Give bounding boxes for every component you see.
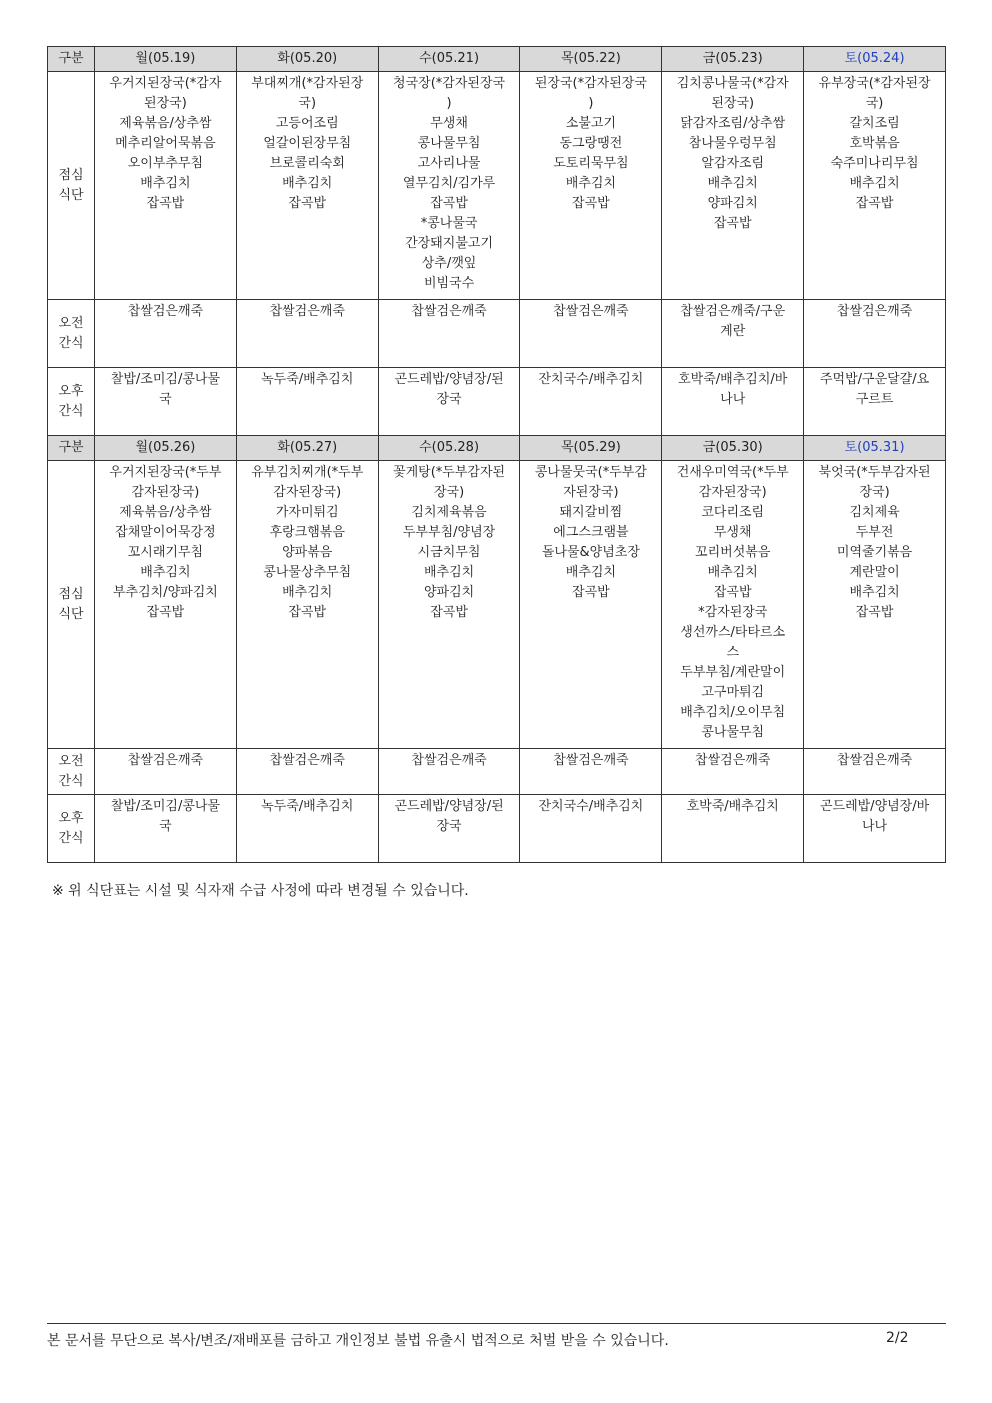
pm-snack-cell [520,795,662,863]
menu-item: 김치콩나물국(*감자 [676,76,789,91]
menu-item: 소불고기 [565,116,617,131]
menu-item: 감자된장국) [131,485,200,500]
pm-snack-cell [804,795,946,863]
menu-item: 감자된장국) [698,485,767,500]
am-snack-cell [520,749,662,795]
menu-item: 나나 [720,392,746,407]
day-header: 토(05.31) [804,436,946,461]
day-header: 화(05.27) [236,436,378,461]
menu-item: ) [446,96,452,111]
menu-item: 유부김치찌개(*두부 [251,465,364,480]
am-snack-label-text: 간식 [58,335,84,351]
footer-divider [47,1323,946,1324]
pm-snack-label-text: 간식 [58,403,84,419]
am-snack-row [48,300,946,368]
lunch-cell [520,461,662,749]
pm-snack-label-text: 오후 [58,810,84,826]
menu-item: 곤드레밥/양념장/된 [394,799,504,814]
day-header: 금(05.23) [662,47,804,72]
menu-item: 후랑크햄볶음 [269,525,345,540]
menu-item: *감자된장국 [698,605,768,620]
menu-item: 찹쌀검은깨죽 [127,753,204,768]
menu-item: 장국) [433,485,465,500]
menu-item: 두부부침/양념장 [402,525,496,540]
menu-item: 호박볶음 [849,136,900,151]
pm-snack-cell [95,795,237,863]
day-header: 목(05.22) [520,47,662,72]
menu-item: 비빔국수 [423,276,475,291]
menu-item: 잡곡밥 [288,196,327,211]
menu-item: ) [588,96,594,111]
menu-item: 장국 [436,392,462,407]
am-snack-cell [236,300,378,368]
am-snack-cell [95,300,237,368]
menu-item: 꼬시래기무침 [127,545,204,560]
menu-item: 고사리나물 [417,156,481,171]
am-snack-cell [804,300,946,368]
menu-item: 잡곡밥 [288,605,327,620]
menu-item: 돌나물&양념초장 [541,545,640,560]
day-header: 토(05.24) [804,47,946,72]
header-label: 구분 [48,47,95,72]
menu-item: 호박죽/배추김치/바 [678,372,788,387]
menu-item: 간장돼지불고기 [405,236,494,251]
menu-item: 주먹밥/구운달걀/요 [819,372,930,387]
lunch-cell [236,461,378,749]
menu-item: 찹쌀검은깨죽 [269,753,345,768]
menu-item: 양파김치 [707,196,758,211]
menu-item: 녹두죽/배추김치 [261,372,354,387]
menu-item: 나나 [862,819,888,834]
lunch-label [48,461,95,749]
menu-item: 도토리묵무침 [553,156,629,171]
menu-item: 잡곡밥 [146,196,185,211]
day-header-row [48,436,946,461]
am-snack-cell [95,749,237,795]
menu-item: 두부전 [855,525,894,540]
menu-item: 녹두죽/배추김치 [261,799,354,814]
menu-item: 양파볶음 [282,545,333,560]
lunch-cell [95,461,237,749]
day-header: 수(05.21) [378,47,520,72]
menu-item: 된장국) [711,96,755,111]
menu-item: 국) [865,96,884,111]
menu-item: 시금치무침 [417,545,481,560]
menu-item: 무생채 [713,525,752,540]
menu-item: 찰밥/조미김/콩나물 [110,799,221,814]
menu-item: 콩나물무침 [417,136,481,151]
am-snack-label-text: 오전 [58,753,84,769]
menu-item: 코다리조림 [701,505,765,520]
lunch-cell [804,461,946,749]
menu-item: 배추김치 [423,565,475,580]
page-number: 2/2 [886,1330,909,1346]
menu-item: 찹쌀검은깨죽 [411,304,487,319]
menu-item: 구르트 [855,392,894,407]
menu-item: 두부부침/계란말이 [680,665,786,680]
menu-item: 콩나물무침 [701,725,765,740]
lunch-row [48,72,946,300]
pm-snack-cell [662,795,804,863]
menu-item: 찹쌀검은깨죽/구운 [680,304,786,319]
menu-item: 갈치조림 [849,116,900,131]
lunch-label [48,72,95,300]
lunch-row [48,461,946,749]
lunch-cell [804,72,946,300]
menu-item: 잡곡밥 [572,585,610,600]
am-snack-row [48,749,946,795]
am-snack-label [48,749,95,795]
menu-item: 잔치국수/배추김치 [538,372,644,387]
menu-item: 우거지된장국(*두부 [109,465,222,480]
menu-item: 얼갈이된장무침 [263,136,352,151]
menu-item: 닭감자조림/상추쌈 [680,116,786,131]
menu-item: 국 [159,819,172,834]
menu-item: 부추김치/양파김치 [112,585,218,600]
pm-snack-cell [520,368,662,436]
menu-item: 유부장국(*감자된장 [818,76,931,91]
menu-item: 배추김치 [707,565,758,580]
menu-item: 찰밥/조미김/콩나물 [110,372,221,387]
menu-item: 국) [298,96,317,111]
menu-item: 잡곡밥 [855,196,894,211]
am-snack-cell [662,749,804,795]
day-header: 화(05.20) [236,47,378,72]
menu-item: 찹쌀검은깨죽 [836,753,913,768]
menu-item: 호박죽/배추김치 [686,799,779,814]
menu-item: 배추김치/오이무침 [680,705,786,720]
footer-copyright: 본 문서를 무단으로 복사/변조/재배포를 금하고 개인정보 불법 유출시 법적으로 처벌 받을 수 있습니다. [47,1333,669,1349]
menu-item: 양파김치 [423,585,475,600]
am-snack-cell [378,300,520,368]
lunch-label-text: 식단 [58,187,84,203]
pm-snack-cell [95,368,237,436]
menu-item: 찹쌀검은깨죽 [127,304,204,319]
day-header: 월(05.19) [95,47,237,72]
menu-item: 고등어조림 [275,116,339,131]
menu-item: 찹쌀검은깨죽 [553,304,629,319]
menu-item: *콩나물국 [420,216,478,231]
am-snack-cell [378,749,520,795]
lunch-label-text: 식단 [58,606,84,622]
menu-item: 브로콜리숙회 [269,156,345,171]
meal-plan-table [47,46,946,863]
menu-item: 배추김치 [565,176,617,191]
menu-item: 알감자조림 [701,156,765,171]
am-snack-label-text: 간식 [58,773,84,789]
menu-item: 생선까스/타타르소 [680,625,786,640]
menu-item: 곤드레밥/양념장/바 [819,799,930,814]
menu-item: 잡곡밥 [713,216,752,231]
am-snack-cell [804,749,946,795]
menu-item: 잔치국수/배추김치 [538,799,644,814]
menu-item: 부대찌개(*감자된장 [251,76,364,91]
menu-item: 꼬리버섯볶음 [695,545,771,560]
menu-item: 고구마튀김 [701,685,765,700]
lunch-label-text: 점심 [58,167,84,183]
day-header: 수(05.28) [378,436,520,461]
menu-item: 미역줄기볶음 [836,545,913,560]
pm-snack-label-text: 오후 [58,383,84,399]
pm-snack-row [48,368,946,436]
menu-item: 감자된장국) [273,485,342,500]
menu-item: 제육볶음/상추쌈 [119,116,212,131]
menu-item: 잡곡밥 [430,196,468,211]
day-header-row [48,47,946,72]
menu-item: 콩나물뭇국(*두부감 [534,465,647,480]
menu-item: 무생채 [430,116,468,131]
pm-snack-cell [378,368,520,436]
menu-item: 돼지갈비찜 [559,505,623,520]
pm-snack-label [48,795,95,863]
menu-item: 오이부추무침 [127,156,204,171]
menu-item: 건새우미역국(*두부 [676,465,789,480]
menu-item: 계란말이 [849,565,900,580]
menu-item: 열무김치/김가루 [402,176,496,191]
pm-snack-label [48,368,95,436]
lunch-cell [662,72,804,300]
pm-snack-cell [236,795,378,863]
menu-item: 배추김치 [849,176,900,191]
menu-item: 배추김치 [140,176,191,191]
menu-item: 계란 [720,324,746,339]
pm-snack-label-text: 간식 [58,830,84,846]
day-header: 금(05.30) [662,436,804,461]
menu-item: 잡채말이어묵강정 [115,525,216,540]
menu-item: 북엇국(*두부감자된 [818,465,931,480]
menu-item: 장국 [436,819,462,834]
menu-item: 국 [159,392,172,407]
menu-item: 자된장국) [563,485,619,500]
day-header: 월(05.26) [95,436,237,461]
menu-item: 배추김치 [282,585,333,600]
pm-snack-cell [236,368,378,436]
menu-item: 김치제육볶음 [411,505,487,520]
menu-item: 배추김치 [849,585,900,600]
am-snack-label-text: 오전 [58,315,84,331]
menu-item: 찹쌀검은깨죽 [411,753,487,768]
am-snack-cell [236,749,378,795]
menu-item: 배추김치 [565,565,617,580]
lunch-cell [662,461,804,749]
lunch-cell [378,461,520,749]
menu-item: 스 [726,645,739,660]
menu-item: 배추김치 [707,176,758,191]
menu-item: 숙주미나리무침 [830,156,919,171]
menu-item: 잡곡밥 [855,605,894,620]
lunch-cell [236,72,378,300]
menu-item: 가자미튀김 [275,505,339,520]
menu-item: 잡곡밥 [572,196,610,211]
menu-item: 참나물우렁무침 [688,136,777,151]
menu-item: 청국장(*감자된장국 [393,76,506,91]
menu-item: 제육볶음/상추쌈 [119,505,212,520]
lunch-cell [95,72,237,300]
am-snack-cell [662,300,804,368]
menu-item: 배추김치 [140,565,191,580]
menu-item: 장국) [859,485,890,500]
menu-item: 꽃게탕(*두부감자된 [393,465,506,480]
menu-item: 동그랑땡전 [559,136,623,151]
menu-item: 잡곡밥 [713,585,752,600]
menu-item: 찹쌀검은깨죽 [695,753,771,768]
lunch-label-text: 점심 [58,586,84,602]
am-snack-label [48,300,95,368]
menu-item: 된장국) [144,96,187,111]
menu-item: 찹쌀검은깨죽 [269,304,345,319]
am-snack-cell [520,300,662,368]
menu-item: 된장국(*감자된장국 [534,76,647,91]
pm-snack-cell [804,368,946,436]
menu-item: 메추리알어묵볶음 [115,136,216,151]
pm-snack-cell [662,368,804,436]
lunch-cell [378,72,520,300]
menu-item: 곤드레밥/양념장/된 [394,372,504,387]
menu-item: 잡곡밥 [146,605,185,620]
menu-item: 배추김치 [282,176,333,191]
lunch-cell [520,72,662,300]
header-label: 구분 [48,436,95,461]
menu-item: 찹쌀검은깨죽 [836,304,913,319]
menu-item: 에그스크램블 [553,525,629,540]
day-header: 목(05.29) [520,436,662,461]
change-notice: ※ 위 식단표는 시설 및 식자재 수급 사정에 따라 변경될 수 있습니다. [52,883,469,899]
menu-item: 잡곡밥 [430,605,468,620]
menu-item: 찹쌀검은깨죽 [553,753,629,768]
menu-item: 우거지된장국(*감자 [109,76,222,91]
pm-snack-row [48,795,946,863]
menu-item: 콩나물상추무침 [263,565,352,580]
pm-snack-cell [378,795,520,863]
menu-item: 김치제육 [849,505,900,520]
menu-item: 상추/깻잎 [421,256,477,271]
